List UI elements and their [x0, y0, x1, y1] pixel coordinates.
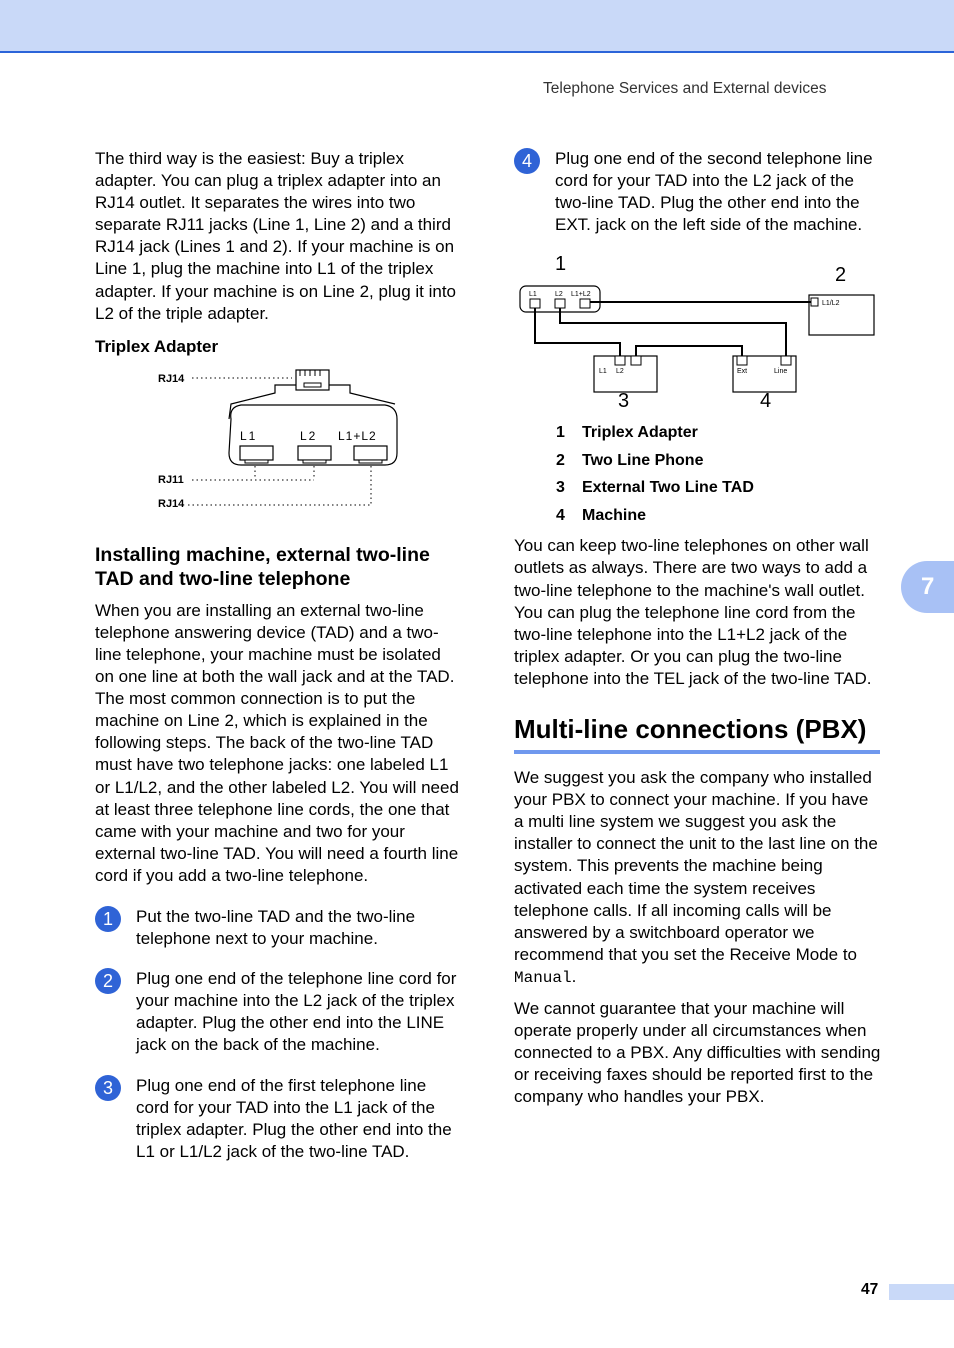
callout-4: 4 [760, 390, 772, 409]
pbx-p1-end: . [571, 966, 577, 986]
legend-num: 1 [556, 424, 565, 442]
step-1 [95, 906, 463, 950]
step-3 [95, 1075, 463, 1163]
step-2 [95, 968, 463, 1056]
phone-jack-label: L1/L2 [822, 300, 840, 308]
tad-l1-label: L1 [599, 368, 607, 376]
machine-ext-label: Ext [737, 368, 748, 376]
legend-num: 3 [556, 479, 565, 497]
figure-legend [514, 419, 882, 529]
label-rj14-bottom: RJ14 [158, 497, 185, 509]
chapter-tab: 7 [901, 561, 954, 613]
left-column [95, 148, 463, 1163]
legend-label: Triplex Adapter [582, 424, 698, 442]
legend-label: Two Line Phone [582, 451, 704, 469]
legend-num: 4 [556, 506, 565, 524]
connection-diagram [514, 248, 882, 408]
legend-label: External Two Line TAD [582, 479, 754, 497]
legend-item [514, 419, 882, 447]
step-3-text: Plug one end of the first telephone line cord for your TAD into the L1 jack of the triplex adapter. Plug the other end into the L1 or L1/L2 jack of the two-line TAD. [136, 1075, 452, 1161]
two-line-paragraph: You can keep two-line telephones on other wall outlets as always. There are two ways to add a two-line telephone to the machine's wall outlet. You can plug the telephone line cord from the two-line telephone into the L1+L2 jack of the triplex adapter. Or you can plug the two-line telephone into the TEL jack of the two-line TAD. [514, 536, 872, 688]
step-3-badge: 3 [95, 1075, 121, 1101]
pbx-p1-text: We suggest you ask the company who installed your PBX to connect your machine. If you have a multi line system we suggest you ask the installer to connect the unit to the last line on the system. This prevents the machine being activated each time the system receives telephone calls. If all incoming calls will be answered by a switchboard operator we recommend that you set the Receive Mode to [514, 768, 878, 964]
legend-item [514, 474, 882, 502]
footer-bar [889, 1284, 954, 1300]
callout-3: 3 [618, 390, 630, 409]
legend-num: 2 [556, 451, 565, 469]
running-header: Telephone Services and External devices [543, 80, 827, 97]
adapter-l2-label: L2 [555, 291, 563, 299]
pbx-paragraph-2: We cannot guarantee that your machine will operate properly under all circumstances when connected to a PBX. Any difficulties with sending or receiving faxes should be reported first to the company who handles your PBX. [514, 998, 881, 1107]
figure-title: Triplex Adapter [95, 336, 219, 356]
step-2-text: Plug one end of the telephone line cord for your machine into the L2 jack of the triplex adapter. Plug the other end into the LINE jack on the back of the machine. [136, 969, 457, 1055]
label-rj14-top: RJ14 [158, 372, 185, 385]
step-4-text: Plug one end of the second telephone line cord for your TAD into the L2 jack of the two-line TAD. Plug the other end into the EXT. jack on the left side of the machine. [555, 149, 873, 235]
jack-l2-label: L2 [300, 428, 318, 443]
step-1-text: Put the two-line TAD and the two-line telephone next to your machine. [136, 906, 416, 949]
legend-item [514, 502, 882, 530]
legend-label: Machine [582, 506, 647, 524]
tad-l2-label: L2 [616, 368, 624, 376]
triplex-adapter-figure [95, 359, 463, 509]
jack-l1-label: L1 [240, 428, 258, 443]
receive-mode-value: Manual [514, 968, 572, 987]
callout-1: 1 [555, 253, 567, 276]
legend-item [514, 447, 882, 475]
step-4 [514, 148, 882, 236]
pbx-heading: Multi-line connections (PBX) [514, 714, 880, 754]
adapter-l1l2-label: L1+L2 [571, 291, 591, 299]
section-body: When you are installing an external two-line telephone answering device (TAD) and a two-line telephone, your machine must be isolated on one line at both the wall jack and at the TAD. The most common connection is to put the machine on Line 2, which is explained in the following steps. The back of the two-line TAD must have two telephone jacks: one labeled L1 or L1/L2, and the other labeled L2. You will need at least three telephone line cords, the one that came with your machine and two for your external two-line TAD. You will need a fourth line cord if you add a two-line telephone. [95, 600, 459, 885]
right-column [514, 148, 882, 1108]
section-heading: Installing machine, external two-line TAD and two-line telephone [95, 543, 430, 590]
step-4-badge: 4 [514, 148, 540, 174]
label-rj11: RJ11 [158, 473, 184, 486]
callout-2: 2 [835, 264, 847, 287]
page-number: 47 [861, 1281, 879, 1298]
machine-line-label: Line [774, 368, 788, 376]
intro-paragraph: The third way is the easiest: Buy a triplex adapter. You can plug a triplex adapter into an RJ14 outlet. It separates the wires into two separate RJ11 jacks (Line 1, Line 2) and a third RJ14 jack (Lines 1 and 2). If your machine is on Line 1, plug the machine into L1 of the triplex adapter. If your machine is on Line 2, plug it into L2 of the triple adapter. [95, 149, 457, 323]
step-2-badge: 2 [95, 968, 121, 994]
jack-l1l2-label: L1+L2 [338, 428, 377, 443]
adapter-l1-label: L1 [529, 291, 537, 299]
header-band [0, 0, 954, 53]
step-1-badge: 1 [95, 906, 121, 932]
pbx-paragraph-1 [514, 767, 882, 989]
